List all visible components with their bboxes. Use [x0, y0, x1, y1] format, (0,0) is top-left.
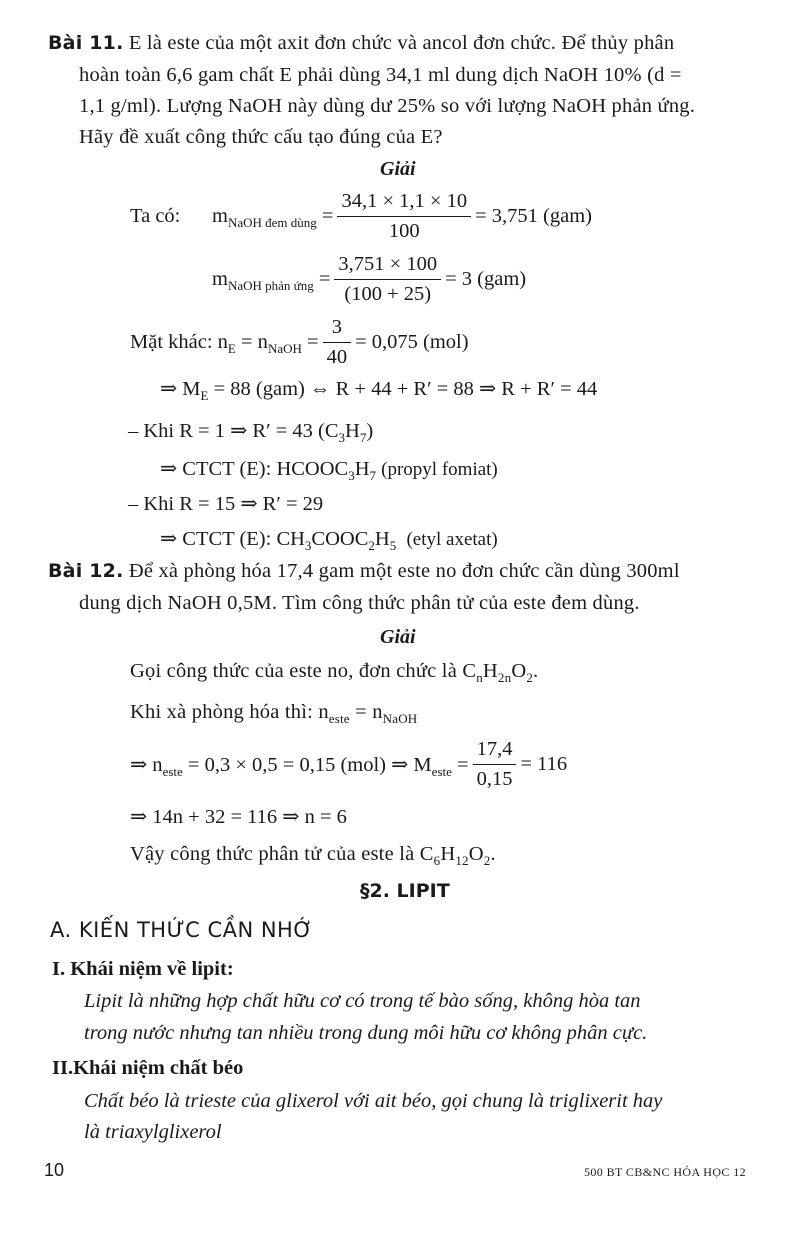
bai11-text-line1: E là este của một axit đơn chức và ancol đơn chức. Để thủy phân [128, 32, 675, 54]
bai11-m-naoh-used: Ta có: $m_{NaOH đem dùng}$ = $\frac{34,1 \times 1,1 \times 10}{100}$ = 3,751 (gam) [130, 190, 592, 242]
bai11-problem-line1 [48, 32, 674, 55]
bai12-solution-heading: Giải [380, 626, 416, 648]
bai11-molar-mass: ⇒ $M_E = 88$ (gam) ⇔ R + 44 + R′ = 88 ⇒ R + R′ = 44 [160, 378, 598, 403]
heading-khai-niem-chat-beo: II.Khái niệm chất béo [52, 1057, 244, 1079]
bai12-mol-and-molar-mass: ⇒ $n_{este} = 0,3 \times 0,5 = 0,15$ (mol) ⇒ $M_{este}$ = $\frac{17,4}{0,15}$ = 116 [130, 738, 568, 790]
bai11-mol-calculation: Mặt khác: $n_E = n_{NaOH}$ = $\frac{3}{40}$ = 0,075 (mol) [130, 316, 469, 368]
lipit-definition-line1: Lipit là những hợp chất hữu cơ có trong tế bào sống, không hòa tan [84, 990, 641, 1012]
bai11-ctct-etyl-axetat: ⇒ CTCT (E): $CH_3COOC_2H_5$ (etyl axetat) [160, 528, 498, 553]
bai12-saponification: Khi xà phòng hóa thì: $n_{este} = n_{NaOH}$ [130, 701, 418, 726]
heading-khai-niem-lipit: I. Khái niệm về lipit: [52, 958, 234, 980]
book-title-footer: 500 BT CB&NC HÓA HỌC 12 [584, 1165, 747, 1179]
page-number: 10 [44, 1160, 65, 1180]
bai11-m-naoh-reacted: $m_{NaOH phản ứng}$ = $\frac{3,751 \times 100}{(100 + 25)}$ = 3 (gam) [212, 253, 527, 305]
section-title: §2. LIPIT [360, 880, 450, 902]
bai11-case-r1: – Khi R = 1 ⇒ R′ = 43 $(C_3H_7)$ [128, 420, 374, 445]
fraction-denominator: 100 [388, 220, 420, 242]
bai11-text-line2: hoàn toàn 6,6 gam chất E phải dùng 34,1 ml dung dịch NaOH 10% (d = [79, 64, 682, 86]
bai12-conclusion: Vậy công thức phân tử của este là $C_6H_{12}O_2$. [130, 843, 496, 868]
fraction-denominator: (100 + 25) [344, 283, 432, 305]
bai11-text-line3: 1,1 g/ml). Lượng NaOH này dùng dư 25% so với lượng NaOH phản ứng. [79, 95, 696, 117]
fraction-numerator: 3 [323, 316, 352, 343]
fraction-numerator: 17,4 [473, 738, 517, 765]
chat-beo-definition-line1: Chất béo là trieste của glixerol với ait béo, gọi chung là triglixerit hay [84, 1090, 663, 1112]
taco-label: Ta có: [130, 205, 181, 227]
bai12-problem-line1 [48, 560, 680, 583]
bai12-general-formula: Gọi công thức của este no, đơn chức là $C_nH_{2n}O_2$. [130, 660, 539, 685]
heading-kien-thuc: A. KIẾN THỨC CẦN NHỚ [50, 918, 314, 942]
bai12-text-line2: dung dịch NaOH 0,5M. Tìm công thức phân tử của este đem dùng. [79, 592, 640, 614]
fraction-denominator: 0,15 [476, 768, 513, 790]
bai11-solution-heading: Giải [380, 158, 416, 180]
bai11-ctct-propyl-fomiat: ⇒ CTCT (E): $HCOOC_3H_7$ (propyl fomiat) [160, 458, 498, 483]
fraction-denominator: 40 [326, 346, 348, 368]
bai12-text-line1: Để xà phòng hóa 17,4 gam một este no đơn chức cần dùng 300ml [128, 560, 680, 582]
lipit-definition-line2: trong nước nhưng tan nhiều trong dung môi hữu cơ không phân cực. [84, 1022, 648, 1044]
bai11-case-r15: – Khi R = 15 ⇒ R′ = 29 [128, 493, 324, 515]
fraction-numerator: 3,751 × 100 [334, 253, 441, 280]
chat-beo-definition-line2: là triaxylglixerol [84, 1121, 222, 1143]
bai12-label: Bài 12. [48, 560, 124, 582]
bai11-text-line4: Hãy đề xuất công thức cấu tạo đúng của E? [79, 126, 443, 148]
bai12-solve-n: ⇒ 14n + 32 = 116 ⇒ n = 6 [130, 806, 347, 828]
bai11-label: Bài 11. [48, 32, 124, 54]
fraction-numerator: 34,1 × 1,1 × 10 [337, 190, 471, 217]
